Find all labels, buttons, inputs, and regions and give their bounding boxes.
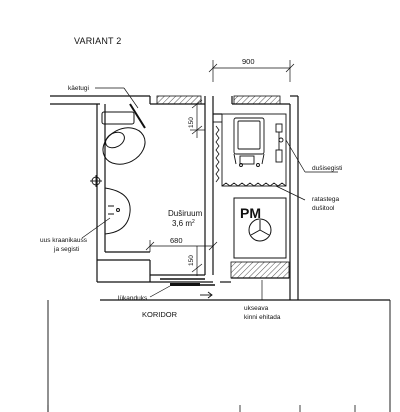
washing-machine-drum bbox=[249, 219, 271, 241]
plan-title: VARIANT 2 bbox=[74, 36, 122, 46]
room-area: 3,6 $m^2$ bbox=[172, 219, 195, 228]
shower-seat-label-1: ratastega bbox=[312, 196, 340, 203]
partition-wall bbox=[205, 104, 222, 275]
floor-drain bbox=[90, 175, 102, 187]
bottom-ticks bbox=[48, 405, 355, 412]
window-right bbox=[234, 96, 280, 104]
shower-mixer bbox=[276, 124, 283, 162]
bottom-wall bbox=[97, 252, 213, 282]
dim-shower-niche-label: 150 bbox=[188, 117, 195, 128]
page-frame bbox=[48, 300, 390, 412]
basin-label-2: ja segisti bbox=[54, 246, 80, 253]
closed-door-hatch bbox=[231, 262, 289, 278]
washing-machine-label: PM bbox=[240, 205, 261, 221]
sliding-door-track bbox=[170, 283, 200, 286]
grab-bar-label: käetugi bbox=[68, 85, 89, 92]
dim-interior-label: 680 bbox=[170, 236, 183, 245]
shower-seat-label-2: dušitool bbox=[312, 205, 335, 212]
slide-arrow bbox=[200, 292, 212, 298]
shower-mixer-leader bbox=[286, 140, 305, 172]
shower-curtain-vertical bbox=[216, 126, 219, 182]
window-left bbox=[157, 96, 201, 104]
wash-basin bbox=[105, 188, 130, 234]
basin-label-1: uus kraanikauss bbox=[40, 237, 87, 244]
sliding-door-label: lükanduks bbox=[118, 295, 148, 302]
shower-mixer-label: dušisegisti bbox=[312, 165, 343, 172]
room-name: Duširuum bbox=[168, 209, 203, 218]
sliding-door-leader bbox=[150, 286, 170, 297]
shower-chair bbox=[234, 118, 264, 167]
corridor-label: KORIDOR bbox=[142, 310, 178, 319]
dim-top-label: 900 bbox=[242, 57, 255, 66]
basin-leader bbox=[82, 218, 110, 238]
right-wall bbox=[290, 96, 298, 300]
left-wall bbox=[97, 104, 105, 260]
closed-door-label-2: kinni ehitada bbox=[244, 314, 281, 321]
closed-door-label-1: uksеava bbox=[244, 305, 269, 312]
dim-door-gap-label: 150 bbox=[188, 255, 195, 266]
